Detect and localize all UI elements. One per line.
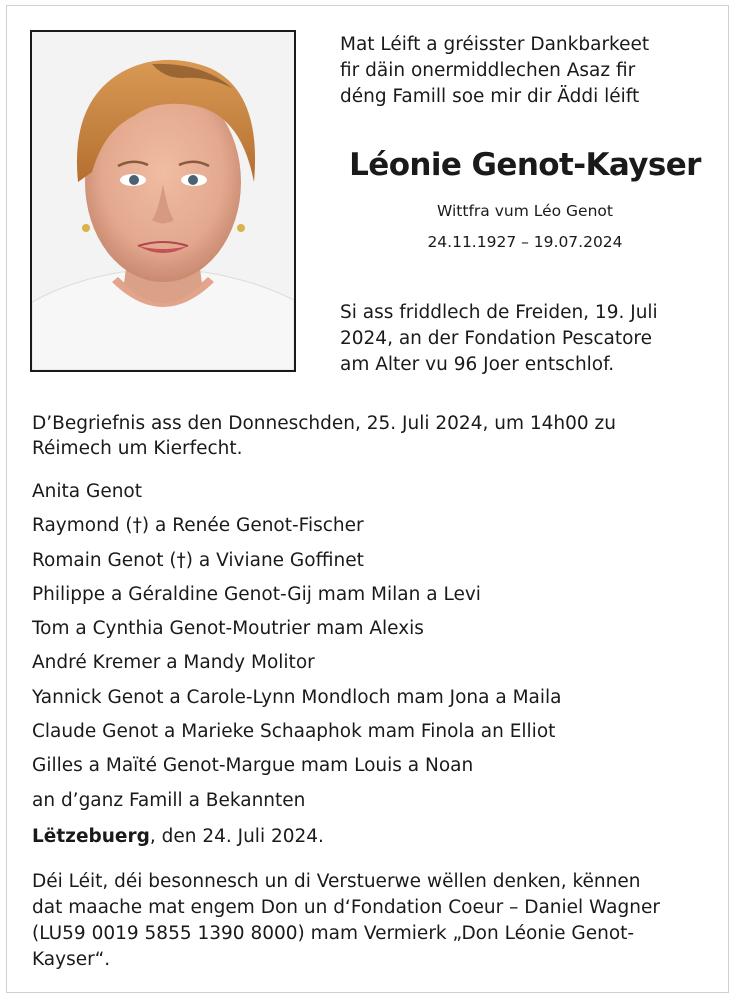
donation-line: (LU59 0019 5855 1390 8000) mam Vermierk „Don Léonie Genot- [32,923,635,944]
mourner-item: Yannick Genot a Carole-Lynn Mondloch mam Jona a Maila [32,686,562,708]
intro-line: Mat Léift a gréisster Dankbarkeet [340,34,650,55]
mourner-item: Romain Genot (†) a Viviane Goffinet [32,549,364,571]
mourner-item: Tom a Cynthia Genot-Moutrier mam Alexis [32,618,424,640]
funeral-info [32,411,722,461]
donation-line: Kayser“. [32,949,111,970]
mourner-item: an d’ganz Famill a Bekannten [32,789,306,811]
deceased-relation: Wittfra vum Léo Genot [437,202,613,220]
intro-text [340,32,712,110]
deceased-dates: 24.11.1927 – 19.07.2024 [427,233,623,251]
death-notice-line: Si ass friddlech de Freiden, 19. Juli [340,302,658,323]
deceased-name: Léonie Genot-Kayser [349,147,701,183]
funeral-line: D’Begriefnis ass den Donneschden, 25. Juli 2024, um 14h00 zu [32,413,616,434]
place-name: Lëtzebuerg [32,826,150,847]
portrait-photo [30,30,296,372]
death-notice [340,300,720,378]
mourner-item: Philippe a Géraldine Genot-Gij mam Milan a Levi [32,583,481,605]
donation-line: Déi Léit, déi besonnesch un di Verstuerwe wëllen denken, kënnen [32,871,641,892]
donation-request [32,869,722,973]
intro-line: fir däin onermiddlechen Asaz fir [340,60,636,81]
mourner-item: André Kremer a Mandy Molitor [32,652,315,674]
death-notice-line: am Alter vu 96 Joer entschlof. [340,354,615,375]
intro-line: déng Famill soe mir dir Äddi léift [340,86,640,107]
mourner-item: Gilles a Maïté Genot-Margue mam Louis a Noan [32,755,474,777]
mourner-item: Claude Genot a Marieke Schaaphok mam Finola an Elliot [32,721,556,743]
donation-line: dat maache mat engem Don un d‘Fondation Coeur – Daniel Wagner [32,897,660,918]
portrait-image [32,32,294,370]
death-notice-line: 2024, an der Fondation Pescatore [340,328,652,349]
mourners-list [32,479,722,822]
place-date [32,824,324,850]
mourner-item: Raymond (†) a Renée Genot-Fischer [32,515,364,537]
notice-date: , den 24. Juli 2024. [149,826,324,847]
mourner-item: Anita Genot [32,481,143,502]
funeral-line: Réimech um Kierfecht. [32,438,243,459]
